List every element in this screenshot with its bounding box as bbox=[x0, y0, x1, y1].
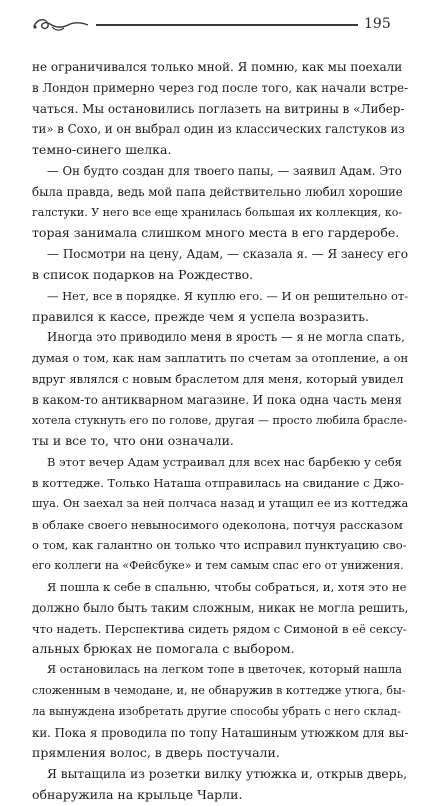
text-line: Я вытащила из розетки вилку утюжка и, открыв дверь, bbox=[47, 767, 408, 782]
text-line: вдруг являлся с новым браслетом для меня, который увидел bbox=[32, 371, 404, 386]
text-line: альных брюках не помогала с выбором. bbox=[32, 641, 295, 657]
text-line: ты и все то, что они означали. bbox=[32, 433, 234, 449]
text-line: ти» в Сохо, и он выбрал один из классических галстуков из bbox=[32, 122, 405, 137]
text-line: — Посмотри на цену, Адам, — сказала я. — Я занесу его bbox=[47, 247, 408, 262]
text-line: обнаружила на крыльце Чарли. bbox=[32, 786, 243, 802]
text-line: в облаке своего невыносимого одеколона, потчуя рассказом bbox=[32, 517, 403, 532]
text-line: Я остановилась на легком топе в цветочек, который нашла bbox=[47, 663, 402, 677]
body-text bbox=[32, 57, 408, 806]
text-line: — Он будто создан для твоего папы, — заявил Адам. Это bbox=[47, 163, 402, 178]
text-line: была правда, ведь мой папа действительно любил хорошие bbox=[32, 184, 403, 199]
text-line: темно-синего шелка. bbox=[32, 142, 172, 158]
text-line: прямления волос, в дверь постучали. bbox=[32, 745, 280, 761]
text-line: сложенным в чемодане, и, не обнаружив в коттедже утюга, бы- bbox=[32, 683, 406, 697]
text-line: в Лондон примерно через год после того, как начали встре- bbox=[32, 80, 409, 95]
text-line: о том, как галантно он только что исправил пунктуацию сво- bbox=[32, 538, 407, 553]
text-line: — Нет, все в порядке. Я куплю его. — И он решительно от- bbox=[47, 288, 409, 303]
text-line: галстуки. У него все еще хранилась большая их коллекция, ко- bbox=[32, 205, 403, 219]
page-number: 195 bbox=[364, 16, 391, 32]
flourish-ornament-icon bbox=[30, 15, 90, 35]
text-line: что надеть. Перспектива сидеть рядом с Симоной в её сексу- bbox=[32, 621, 407, 636]
text-line: в коттедже. Только Наташа отправилась на свидание с Джо- bbox=[32, 475, 404, 490]
page-header bbox=[0, 0, 424, 40]
text-line: в каком-то антикварном магазине. И пока одна часть меня bbox=[32, 392, 402, 407]
text-line: В этот вечер Адам устраивал для всех нас барбекю у себя bbox=[47, 455, 402, 470]
text-line: правился к кассе, прежде чем я успела возразить. bbox=[32, 308, 369, 324]
text-line: ла вынуждена изобретать другие способы убрать с него склад- bbox=[32, 704, 401, 718]
text-line: в список подарков на Рождество. bbox=[32, 266, 254, 282]
text-line: думая о том, как нам заплатить по счетам за отопление, а он bbox=[32, 351, 409, 366]
text-line: Я пошла к себе в спальню, чтобы собраться, и, хотя это не bbox=[47, 579, 407, 594]
text-line: его коллеги на «Фейсбуке» и тем самым спас его от унижения. bbox=[32, 559, 404, 573]
text-line: шуа. Он заехал за ней полчаса назад и утащил ее из коттеджа bbox=[32, 496, 409, 510]
header-rule bbox=[96, 24, 358, 26]
text-line: чаться. Мы остановились поглазеть на витрины в «Либер- bbox=[32, 101, 405, 116]
text-line: Иногда это приводило меня в ярость — я не могла спать, bbox=[47, 330, 405, 345]
text-line: торая занимала слишком много места в его гардеробе. bbox=[32, 225, 400, 241]
text-line: ки. Пока я проводила по топу Наташиным утюжком для вы- bbox=[32, 725, 409, 740]
text-line: не ограничивался только мной. Я помню, как мы поехали bbox=[32, 60, 403, 74]
text-line: хотела стукнуть его по голове, другая — просто любила брасле- bbox=[32, 413, 408, 427]
text-line: должно было быть таким сложным, никак не могла решить, bbox=[32, 600, 409, 615]
